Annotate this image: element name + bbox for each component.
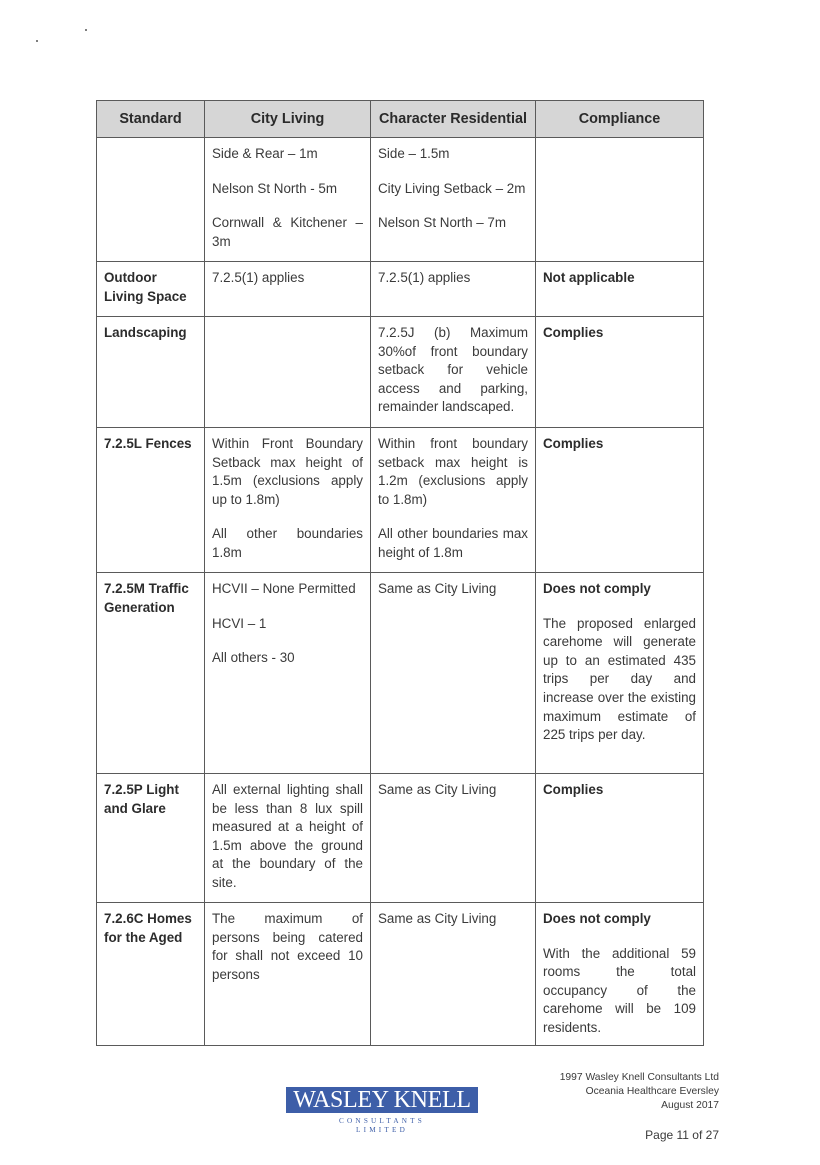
row-city-living (205, 262, 371, 317)
footer-date: August 2017 (661, 1099, 719, 1111)
cell-paragraph: All other boundaries max height of 1.8m (378, 526, 528, 560)
cell-paragraph: Nelson St North – 7m (378, 215, 507, 231)
row-city-living (205, 903, 371, 1046)
row-compliance (536, 573, 704, 774)
footer-project: Oceania Healthcare Eversley (585, 1085, 719, 1097)
row-character-residential (371, 573, 536, 774)
compliance-status: Complies (543, 436, 604, 451)
row-character-residential (371, 774, 536, 903)
row-character-residential (371, 428, 536, 573)
row-standard: 7.2.5P Light and Glare (97, 774, 205, 903)
scan-speck (36, 40, 38, 42)
row-character-residential (371, 262, 536, 317)
row-city-living (205, 317, 371, 428)
logo-wordmark: WASLEY KNELL (286, 1087, 478, 1113)
cell-paragraph: The maximum of persons being catered for shall not exceed 10 persons (212, 911, 363, 982)
cell-paragraph: All other boundaries 1.8m (212, 526, 363, 560)
cell-paragraph: Cornwall & Kitchener – 3m (212, 215, 363, 249)
row-city-living (205, 774, 371, 903)
logo-subtitle-2: LIMITED (356, 1125, 408, 1134)
row-character-residential (371, 903, 536, 1046)
cell-paragraph: Within Front Boundary Setback max height of 1.5m (exclusions apply up to 1.8m) (212, 436, 363, 507)
company-logo (286, 1087, 478, 1135)
header-standard: Standard (97, 101, 205, 138)
cell-paragraph: Same as City Living (378, 911, 497, 926)
compliance-status: Complies (543, 325, 604, 340)
row-character-residential (371, 138, 536, 262)
compliance-status: Does not comply (543, 911, 651, 926)
cell-paragraph: Same as City Living (378, 581, 497, 596)
row-compliance (536, 428, 704, 573)
cell-paragraph: 7.2.5(1) applies (212, 270, 305, 285)
row-character-residential (371, 317, 536, 428)
cell-paragraph: Within front boundary setback max height is 1.2m (exclusions apply to 1.8m) (378, 436, 528, 507)
row-compliance (536, 903, 704, 1046)
row-standard (97, 138, 205, 262)
row-city-living (205, 138, 371, 262)
table-row (97, 317, 704, 428)
cell-paragraph: Side & Rear – 1m (212, 146, 318, 161)
cell-paragraph: HCVII – None Permitted (212, 581, 356, 596)
compliance-explanation: The proposed enlarged carehome will generate up to an estimated 435 trips per day and increase over the existing maximum estimate of 225 trips per day. (543, 615, 696, 743)
footer-info (560, 1071, 719, 1112)
table-row (97, 428, 704, 573)
cell-paragraph: City Living Setback – 2m (378, 180, 526, 196)
row-compliance (536, 262, 704, 317)
row-city-living (205, 428, 371, 573)
scan-speck (85, 29, 87, 31)
compliance-explanation: With the additional 59 rooms the total occupancy of the carehome will be 109 residents. (543, 945, 696, 1035)
row-city-living (205, 573, 371, 774)
footer-company: 1997 Wasley Knell Consultants Ltd (559, 1072, 719, 1083)
cell-paragraph: Nelson St North - 5m (212, 180, 338, 196)
row-compliance (536, 774, 704, 903)
cell-paragraph: Side – 1.5m (378, 146, 450, 161)
page-number: Page 11 of 27 (645, 1128, 719, 1142)
row-standard: 7.2.5M Traffic Generation (97, 573, 205, 774)
row-standard: 7.2.6C Homes for the Aged (97, 903, 205, 1046)
table-row (97, 573, 704, 774)
table-row (97, 138, 704, 262)
row-standard: Outdoor Living Space (97, 262, 205, 317)
header-character-residential: Character Residential (371, 101, 536, 138)
row-standard: Landscaping (97, 317, 205, 428)
row-compliance (536, 317, 704, 428)
compliance-status: Complies (543, 782, 604, 797)
cell-paragraph: All others - 30 (212, 650, 295, 666)
table-row (97, 774, 704, 903)
logo-subtitle: CONSULTANTS (339, 1117, 425, 1125)
cell-paragraph: 7.2.5J (b) Maximum 30%of front boundary setback for vehicle access and parking, remainder landscaped. (378, 325, 528, 415)
table-header-row (97, 101, 704, 138)
row-compliance (536, 138, 704, 262)
cell-paragraph: All external lighting shall be less than 8 lux spill measured at a height of 1.5m above the ground at the boundary of the site. (212, 782, 363, 890)
standards-table (96, 100, 704, 1046)
table-row (97, 903, 704, 1046)
header-compliance: Compliance (536, 101, 704, 138)
compliance-status: Not applicable (543, 270, 635, 285)
cell-paragraph: 7.2.5(1) applies (378, 270, 471, 285)
cell-paragraph: Same as City Living (378, 782, 497, 797)
cell-paragraph: HCVI – 1 (212, 615, 267, 631)
table-row (97, 262, 704, 317)
header-city-living: City Living (205, 101, 371, 138)
compliance-status: Does not comply (543, 581, 651, 596)
row-standard: 7.2.5L Fences (97, 428, 205, 573)
